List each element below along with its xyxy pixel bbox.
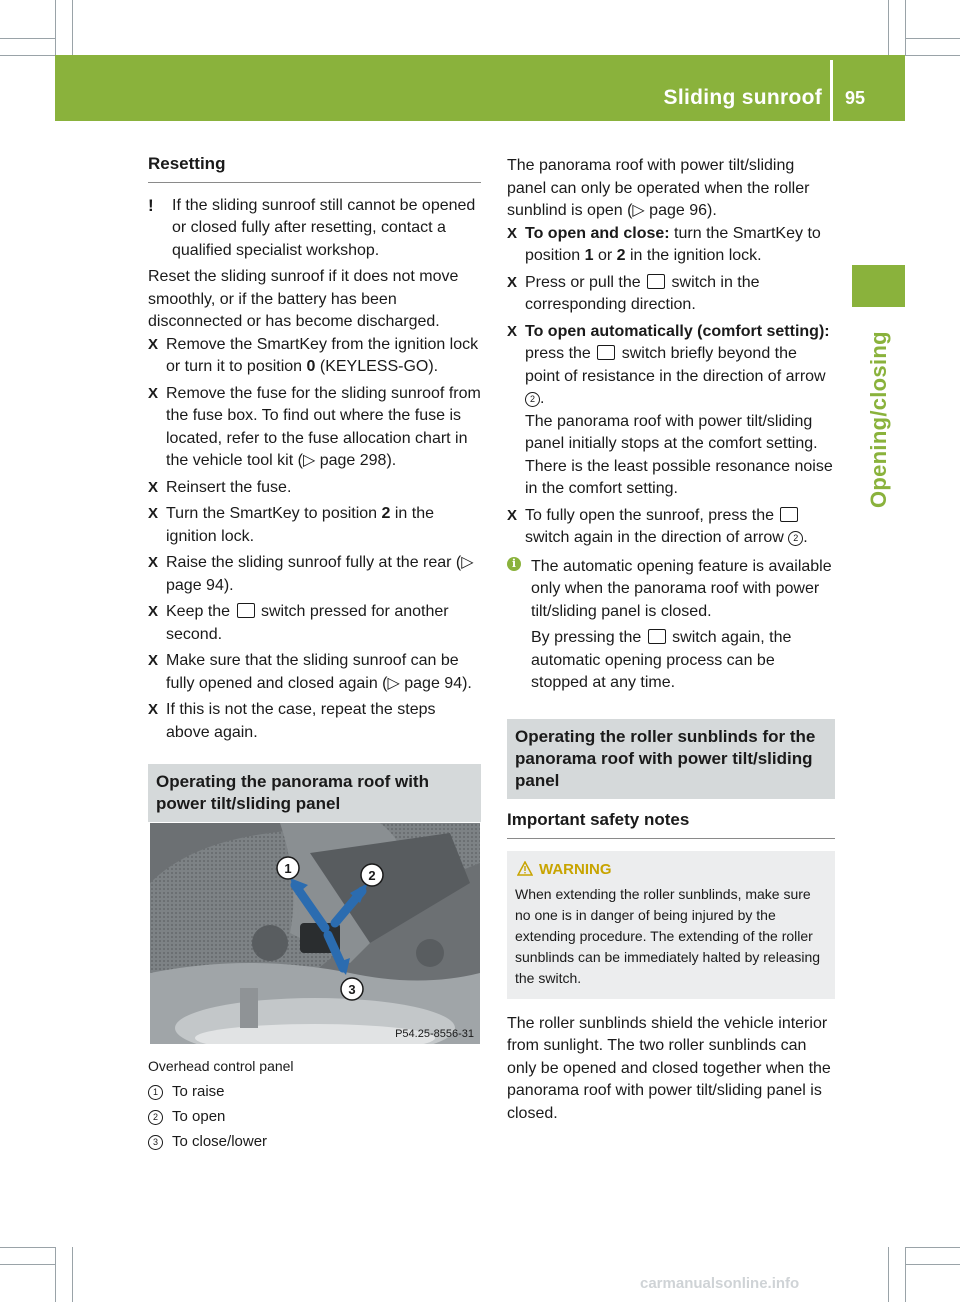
legend-text: To close/lower bbox=[172, 1133, 268, 1150]
info-text: The automatic opening feature is available only when the panorama roof with power tilt/sliding panel is closed. bbox=[531, 557, 832, 620]
step-text: in the ignition lock. bbox=[625, 247, 762, 264]
page-reference-link[interactable]: ▷ page 96 bbox=[632, 202, 708, 219]
warning-text: When extending the roller sunblinds, make sure no one is in danger of being injured by the extending procedure. The extending of the roller sunblinds can be immediately halted by releasing the switch. bbox=[515, 885, 821, 986]
crop-mark bbox=[905, 1264, 960, 1265]
step-item bbox=[507, 321, 835, 501]
step-text: or bbox=[593, 247, 617, 264]
crop-mark bbox=[888, 1247, 889, 1302]
info-block bbox=[507, 556, 835, 695]
step-text: Press or pull the bbox=[525, 273, 646, 291]
step-value: 1 bbox=[584, 247, 594, 264]
photo-caption: Overhead control panel bbox=[148, 1058, 294, 1074]
closing-paragraph: The roller sunblinds shield the vehicle interior from sunlight. The two roller sunblinds can only be opened and closed together when the panorama roof with power tilt/sliding panel is closed. bbox=[507, 1014, 831, 1122]
step-item bbox=[507, 223, 835, 268]
legend-item bbox=[148, 1106, 481, 1128]
switch-icon bbox=[780, 507, 798, 522]
warning-triangle-icon bbox=[517, 861, 533, 876]
step-item bbox=[507, 272, 835, 317]
step-text: If this is not the case, repeat the steps above again. bbox=[166, 701, 436, 741]
step-value: 0 bbox=[306, 358, 316, 375]
crop-mark bbox=[905, 1247, 960, 1248]
step-text: . bbox=[803, 529, 808, 546]
step-text: switch again in the direction of arrow bbox=[525, 529, 789, 546]
warning-box bbox=[507, 851, 835, 999]
step-text: in the ignition lock. bbox=[166, 505, 435, 545]
panorama-section bbox=[148, 764, 481, 822]
step-arrow-icon: X bbox=[148, 554, 159, 571]
info-icon: i bbox=[507, 557, 521, 571]
step-text: Keep the bbox=[166, 603, 235, 620]
step-text: switch in the corresponding direction. bbox=[525, 273, 760, 313]
step-text: ). bbox=[462, 674, 472, 692]
step-text: (KEYLESS-GO). bbox=[315, 358, 439, 375]
crop-mark bbox=[72, 1247, 73, 1302]
chapter-tab-label: Opening/closing bbox=[866, 331, 891, 508]
step-label: To open and close: bbox=[525, 224, 670, 242]
step-text: turn the SmartKey to position bbox=[525, 224, 821, 264]
photo-legend bbox=[148, 1055, 481, 1156]
reset-intro: Reset the sliding sunroof if it does not move smoothly, or if the battery has been disconnected or has become discharged. bbox=[148, 268, 459, 330]
step-arrow-icon: X bbox=[507, 224, 518, 242]
step-text: Remove the SmartKey from the ignition lock or turn it to position bbox=[166, 335, 479, 375]
step-text: Make sure that the sliding sunroof can be fully opened and closed again ( bbox=[166, 652, 459, 692]
watermark: carmanualsonline.info bbox=[640, 1275, 800, 1292]
step-item bbox=[148, 650, 481, 695]
overhead-control-panel-photo bbox=[150, 823, 480, 1044]
step-text: To fully open the sunroof, press the bbox=[525, 506, 779, 524]
section-heading: Operating the panorama roof with power tilt/sliding panel bbox=[148, 764, 481, 822]
step-label: To open automatically (comfort setting): bbox=[525, 322, 830, 340]
step-text: switch briefly beyond the point of resistance in the direction of arrow bbox=[525, 345, 826, 385]
legend-item bbox=[148, 1081, 481, 1103]
legend-text: To raise bbox=[172, 1083, 225, 1100]
svg-text:2: 2 bbox=[368, 868, 376, 883]
legend-text: To open bbox=[172, 1108, 226, 1125]
photo-code: P54.25-8556-31 bbox=[395, 1028, 474, 1040]
step-arrow-icon: X bbox=[148, 505, 159, 522]
legend-item bbox=[148, 1131, 481, 1153]
step-item bbox=[148, 601, 481, 646]
step-arrow-icon: X bbox=[148, 335, 159, 353]
crop-mark bbox=[55, 1247, 56, 1302]
callout-number: 2 bbox=[788, 531, 803, 546]
warning-title: WARNING bbox=[539, 860, 612, 878]
svg-text:3: 3 bbox=[348, 982, 356, 997]
section-heading: Operating the roller sunblinds for the panorama roof with power tilt/sliding panel bbox=[507, 719, 835, 799]
left-column bbox=[148, 153, 481, 748]
step-text: switch pressed for another second. bbox=[166, 603, 449, 643]
step-text: ). bbox=[223, 576, 234, 594]
step-item bbox=[148, 552, 481, 597]
body-text: The panorama roof with power tilt/sliding panel can only be operated when the roller sunblind is open ( bbox=[507, 157, 810, 219]
step-arrow-icon: X bbox=[507, 322, 518, 340]
roller-sunblind-section bbox=[507, 719, 835, 1125]
step-item bbox=[148, 383, 481, 473]
callout-number: 2 bbox=[525, 392, 540, 407]
step-arrow-icon: X bbox=[507, 506, 518, 524]
step-value: 2 bbox=[616, 247, 626, 264]
step-arrow-icon: X bbox=[507, 273, 518, 291]
step-arrow-icon: X bbox=[148, 384, 159, 402]
callout-number: 1 bbox=[148, 1085, 163, 1100]
page-reference-link[interactable]: ▷ page 298 bbox=[302, 452, 387, 469]
step-item bbox=[148, 699, 481, 744]
step-text: Turn the SmartKey to position bbox=[166, 505, 382, 522]
switch-icon bbox=[237, 603, 255, 618]
step-item bbox=[148, 477, 481, 500]
callout-number: 2 bbox=[148, 1110, 163, 1125]
header-divider bbox=[830, 60, 833, 121]
step-item bbox=[148, 334, 481, 379]
crop-mark bbox=[905, 38, 960, 39]
svg-text:1: 1 bbox=[284, 861, 292, 876]
resetting-heading: Resetting bbox=[148, 153, 481, 183]
step-text: ). bbox=[386, 452, 397, 469]
overhead-panel-illustration bbox=[150, 823, 480, 1044]
switch-icon bbox=[648, 629, 666, 644]
warning-title-row bbox=[515, 859, 827, 880]
step-text: Reinsert the fuse. bbox=[166, 478, 292, 496]
crop-mark bbox=[55, 0, 56, 55]
chapter-tab-marker bbox=[852, 265, 905, 307]
info-text: By pressing the bbox=[531, 629, 646, 646]
page-reference-link[interactable]: ▷ page 94 bbox=[166, 554, 474, 594]
switch-icon bbox=[597, 345, 615, 360]
step-text: press the bbox=[525, 345, 596, 362]
step-arrow-icon: X bbox=[148, 652, 159, 669]
notice-text: If the sliding sunroof still cannot be opened or closed fully after resetting, contact a qualified specialist workshop. bbox=[172, 196, 476, 259]
crop-mark bbox=[888, 0, 889, 55]
step-arrow-icon: X bbox=[148, 603, 159, 620]
crop-mark bbox=[72, 0, 73, 55]
step-text: Raise the sliding sunroof fully at the rear ( bbox=[166, 554, 462, 571]
info-text: switch again, the automatic opening process can be stopped at any time. bbox=[531, 629, 792, 691]
crop-mark bbox=[905, 55, 960, 56]
step-item bbox=[148, 503, 481, 548]
subheading: Important safety notes bbox=[507, 809, 835, 839]
step-item bbox=[507, 505, 835, 550]
step-value: 2 bbox=[381, 505, 391, 522]
page-title: Sliding sunroof bbox=[663, 86, 822, 109]
step-arrow-icon: X bbox=[148, 701, 159, 718]
step-arrow-icon: X bbox=[148, 478, 159, 496]
notice-icon: ! bbox=[148, 195, 154, 215]
switch-icon bbox=[647, 274, 665, 289]
callout-number: 3 bbox=[148, 1135, 163, 1150]
crop-mark bbox=[905, 0, 906, 55]
right-column bbox=[507, 155, 835, 699]
step-text: . bbox=[540, 390, 545, 407]
page-reference-link[interactable]: ▷ page 94 bbox=[387, 674, 463, 692]
page-number: 95 bbox=[845, 88, 866, 108]
crop-mark bbox=[0, 1247, 55, 1248]
crop-mark bbox=[0, 55, 55, 56]
crop-mark bbox=[0, 1264, 55, 1265]
crop-mark bbox=[0, 38, 55, 39]
body-text: ). bbox=[707, 202, 717, 219]
step-detail: The panorama roof with power tilt/sliding panel initially stops at the comfort setting. There is the least possible resonance noise in the comfort setting. bbox=[525, 412, 833, 497]
step-text: Remove the fuse for the sliding sunroof from the fuse box. To find out where the fuse is located, refer to the fuse allocation chart in the vehicle tool kit ( bbox=[166, 384, 481, 469]
notice-block bbox=[148, 195, 481, 263]
crop-mark bbox=[905, 1247, 906, 1302]
